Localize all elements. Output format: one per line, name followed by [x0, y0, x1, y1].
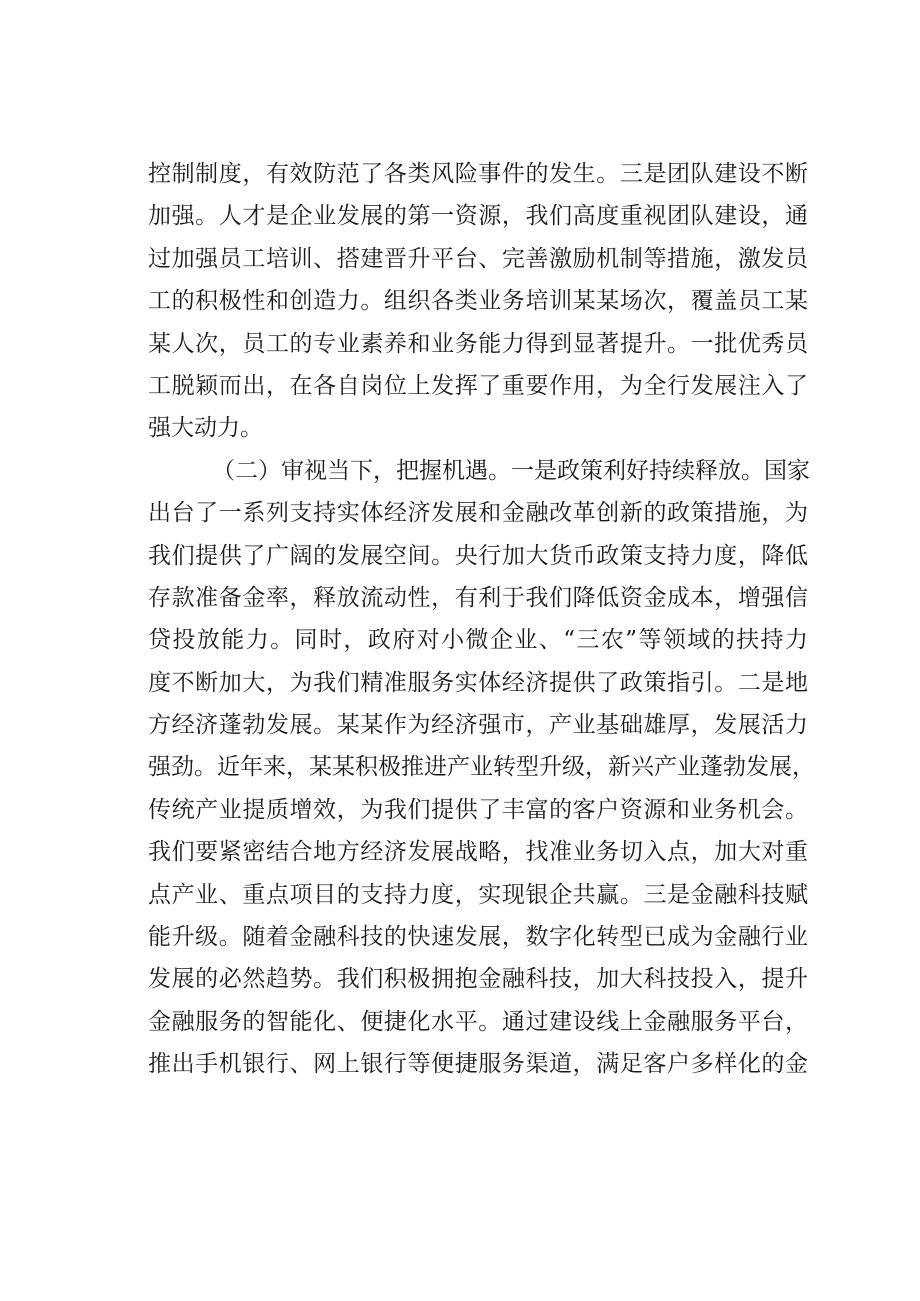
text-line: 能升级。随着金融科技的快速发展，数字化转型已成为金融行业 [148, 924, 808, 951]
text-line: 发展的必然趋势。我们积极拥抱金融科技，加大科技投入，提升 [148, 966, 808, 993]
paragraph-heading-line: （二）审视当下，把握机遇。一是政策利好持续释放。国家 [212, 457, 810, 484]
text-line: 我们要紧密结合地方经济发展战略，找准业务切入点，加大对重 [148, 839, 808, 866]
text-line: 强劲。近年来，某某积极推进产业转型升级，新兴产业蓬勃发展， [148, 754, 815, 781]
text-line: 工的积极性和创造力。组织各类业务培训某某场次，覆盖员工某 [148, 288, 808, 315]
text-line: 过加强员工培训、搭建晋升平台、完善激励机制等措施，激发员 [148, 245, 808, 272]
text-line: 我们提供了广阔的发展空间。央行加大货币政策支持力度，降低 [148, 542, 808, 569]
text-line: 控制制度，有效防范了各类风险事件的发生。三是团队建设不断 [148, 161, 808, 187]
text-line: 某人次，员工的专业素养和业务能力得到显著提升。一批优秀员 [148, 330, 808, 357]
text-line: 加强。人才是企业发展的第一资源，我们高度重视团队建设，通 [148, 203, 808, 230]
text-line: 度不断加大，为我们精准服务实体经济提供了政策指引。二是地 [148, 669, 808, 696]
text-line: 金融服务的智能化、便捷化水平。通过建设线上金融服务平台， [148, 1008, 808, 1035]
text-line: 存款准备金率，释放流动性，有利于我们降低资金成本，增强信 [148, 584, 808, 611]
text-line: 贷投放能力。同时，政府对小微企业、“三农”等领域的扶持力 [148, 627, 808, 654]
text-line: 传统产业提质增效，为我们提供了丰富的客户资源和业务机会。 [148, 796, 808, 823]
body-text [148, 153, 815, 1086]
text-line: 推出手机银行、网上银行等便捷服务渠道，满足客户多样化的金 [148, 1051, 808, 1078]
text-line: 点产业、重点项目的支持力度，实现银企共赢。三是金融科技赋 [148, 881, 808, 908]
text-line: 工脱颖而出，在各自岗位上发挥了重要作用，为全行发展注入了 [148, 372, 808, 399]
text-line: 强大动力。 [148, 415, 263, 442]
text-line: 出台了一系列支持实体经济发展和金融改革创新的政策措施，为 [148, 500, 808, 527]
text-line: 方经济蓬勃发展。某某作为经济强市，产业基础雄厚，发展活力 [148, 712, 808, 739]
